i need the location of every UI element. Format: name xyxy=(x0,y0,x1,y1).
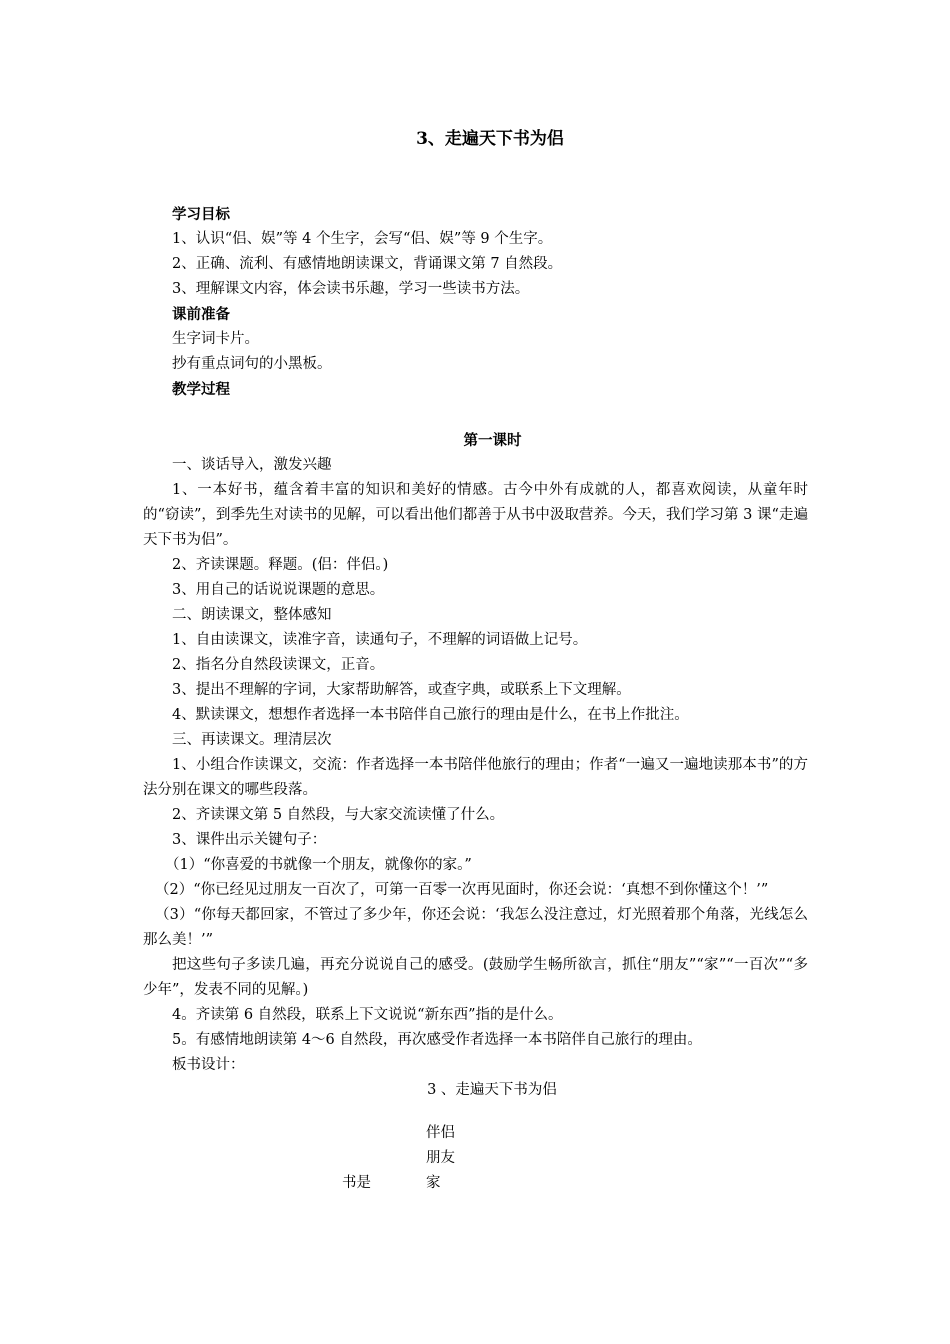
part2-item: 1、自由读课文，读准字音，读通句子，不理解的词语做上记号。 xyxy=(172,632,588,648)
document-body xyxy=(143,202,808,1213)
part3-item: 4。齐读第 6 自然段，联系上下文说说“新东西”指的是什么。 xyxy=(172,1007,563,1023)
part3-heading: 三、再读课文。理清层次 xyxy=(172,732,332,748)
goals-heading: 学习目标 xyxy=(172,206,230,223)
board-prefix: 书是 xyxy=(342,1175,371,1191)
part3-item: 5。有感情地朗读第 4～6 自然段，再次感受作者选择一本书陪伴自己旅行的理由。 xyxy=(172,1032,702,1048)
part2-item: 4、默读课文，想想作者选择一本书陪伴自己旅行的理由是什么，在书上作批注。 xyxy=(172,707,689,723)
part2-item: 2、指名分自然段读课文，正音。 xyxy=(172,657,385,673)
goal-item: 2、正确、流利、有感情地朗读课文，背诵课文第 7 自然段。 xyxy=(172,256,563,272)
key-sentence: （3）“你每天都回家，不管过了多少年，你还会说：‘我怎么没注意过，灯光照着那个角落，光线怎么那么美！’” xyxy=(143,907,808,948)
board-word: 伴侣 xyxy=(426,1125,455,1141)
goal-item: 3、理解课文内容，体会读书乐趣，学习一些读书方法。 xyxy=(172,281,530,297)
goal-item: 1、认识“侣、娱”等 4 个生字，会写“侣、娱”等 9 个生字。 xyxy=(172,231,553,247)
part1-heading: 一、谈话导入，激发兴趣 xyxy=(172,457,332,473)
key-sentence: （1）“你喜爱的书就像一个朋友，就像你的家。” xyxy=(165,857,472,873)
board-design xyxy=(143,1103,808,1213)
process-heading: 教学过程 xyxy=(172,381,230,398)
part3-item: 1、小组合作读课文，交流：作者选择一本书陪伴他旅行的理由；作者“一遍又一遍地读那本书”的方法分别在课文的哪些段落。 xyxy=(143,757,808,798)
prep-heading: 课前准备 xyxy=(172,306,230,323)
part3-item: 2、齐读课文第 5 自然段，与大家交流读懂了什么。 xyxy=(172,807,505,823)
board-word: 家 xyxy=(426,1175,441,1191)
part1-item: 3、用自己的话说说课题的意思。 xyxy=(172,582,385,598)
part1-item: 2、齐读课题。释题。(侣：伴侣。) xyxy=(172,557,389,573)
board-word: 朋友 xyxy=(426,1150,455,1166)
board-title: 3 、走遍天下书为侣 xyxy=(427,1082,557,1098)
board-label: 板书设计： xyxy=(172,1057,245,1073)
document-title: 3、走遍天下书为侣 xyxy=(416,129,564,149)
key-sentence: （2）“你已经见过朋友一百次了，可第一百零一次再见面时，你还会说：‘真想不到你懂这个！’” xyxy=(155,882,769,898)
reading-note: 把这些句子多读几遍，再充分说说自己的感受。(鼓励学生畅所欲言，抓住“朋友”“家”“一百次”“多少年”，发表不同的见解。) xyxy=(143,957,808,998)
part2-heading: 二、朗读课文，整体感知 xyxy=(172,607,332,623)
part1-item: 1、一本好书，蕴含着丰富的知识和美好的情感。古今中外有成就的人，都喜欢阅读，从童年时的“窃读”，到季先生对读书的见解，可以看出他们都善于从书中汲取营养。今天，我们学习第 3 课“走遍天下书为侣”。 xyxy=(143,482,808,548)
prep-item: 生字词卡片。 xyxy=(172,331,259,347)
spacer xyxy=(143,402,808,428)
part2-item: 3、提出不理解的字词，大家帮助解答，或查字典，或联系上下文理解。 xyxy=(172,682,631,698)
lesson-heading: 第一课时 xyxy=(463,432,522,449)
prep-item: 抄有重点词句的小黑板。 xyxy=(172,356,332,372)
part3-item: 3、课件出示关键句子： xyxy=(172,832,327,848)
